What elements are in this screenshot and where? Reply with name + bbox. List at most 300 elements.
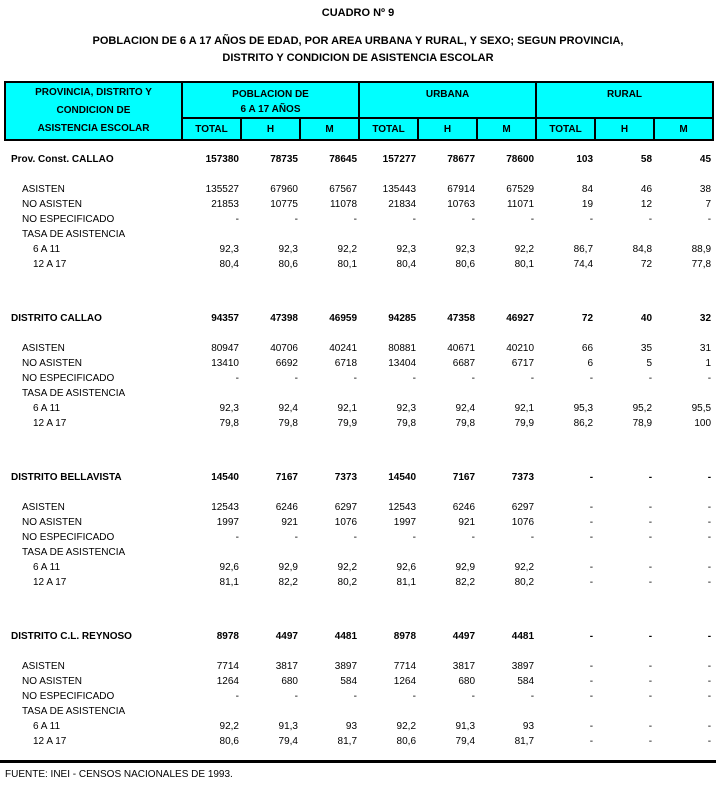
table-row bbox=[5, 180, 713, 195]
spacer-row bbox=[5, 483, 713, 498]
cell-value: - bbox=[589, 517, 594, 528]
table-row bbox=[5, 195, 713, 210]
cell-value: - bbox=[648, 502, 653, 513]
cell-value: 13404 bbox=[388, 358, 417, 369]
stub-line-1: PROVINCIA, DISTRITO Y bbox=[35, 87, 152, 98]
cell-value: - bbox=[707, 532, 712, 543]
cell-value: 92,1 bbox=[337, 403, 358, 414]
table-header bbox=[5, 82, 713, 140]
cell-value: - bbox=[353, 214, 358, 225]
cell-value: 82,2 bbox=[455, 577, 476, 588]
cell-value: 92,3 bbox=[396, 244, 417, 255]
cell-value bbox=[241, 225, 300, 240]
source-note: FUENTE: INEI - CENSOS NACIONALES DE 1993. bbox=[5, 769, 233, 780]
group-header-poblacion bbox=[182, 82, 359, 118]
cell-value: 680 bbox=[281, 676, 298, 687]
cell-value: - bbox=[648, 517, 653, 528]
cell-value: - bbox=[707, 721, 712, 732]
table-row bbox=[5, 513, 713, 528]
cell-value bbox=[477, 384, 536, 399]
cell-value: 4497 bbox=[452, 631, 476, 642]
cell-value: 92,3 bbox=[278, 244, 298, 255]
cell-value bbox=[241, 702, 300, 717]
cell-value: 45 bbox=[699, 154, 712, 165]
cell-value bbox=[595, 543, 654, 558]
cell-value: 79,4 bbox=[278, 736, 298, 747]
cell-value: 66 bbox=[581, 343, 594, 354]
cell-value: 67529 bbox=[506, 184, 535, 195]
cell-value: 88,9 bbox=[691, 244, 712, 255]
cell-value: 79,8 bbox=[396, 418, 417, 429]
cell-value: 21834 bbox=[388, 199, 417, 210]
cell-value: - bbox=[648, 721, 653, 732]
cell-value: 46927 bbox=[506, 313, 535, 324]
cell-value: 11078 bbox=[329, 199, 358, 210]
cell-value: - bbox=[648, 577, 653, 588]
cell-value bbox=[182, 702, 241, 717]
cell-value: 78677 bbox=[447, 154, 476, 165]
cell-value: 7 bbox=[705, 199, 712, 210]
cell-value: 21853 bbox=[211, 199, 239, 210]
cell-value: - bbox=[353, 373, 358, 384]
cell-value: 6687 bbox=[452, 358, 476, 369]
cell-value: 6246 bbox=[275, 502, 298, 513]
cell-value: 92,9 bbox=[455, 562, 476, 573]
cell-value bbox=[477, 225, 536, 240]
cell-value bbox=[359, 543, 418, 558]
cell-value: 19 bbox=[581, 199, 594, 210]
cell-value: 92,3 bbox=[396, 403, 417, 414]
cell-value: 31 bbox=[699, 343, 712, 354]
cell-value: 6297 bbox=[334, 502, 358, 513]
cell-value: - bbox=[707, 517, 712, 528]
cell-value bbox=[359, 384, 418, 399]
cell-value bbox=[300, 384, 359, 399]
cell-value: - bbox=[648, 472, 653, 483]
cell-value: - bbox=[353, 691, 358, 702]
cell-value: 32 bbox=[699, 313, 712, 324]
cell-value: 7373 bbox=[511, 472, 535, 483]
cell-value: 79,8 bbox=[219, 418, 239, 429]
cell-value: 3817 bbox=[275, 661, 298, 672]
cell-value: 1997 bbox=[393, 517, 417, 528]
cell-value: - bbox=[235, 532, 239, 543]
row-label: 12 A 17 bbox=[33, 259, 67, 270]
cell-value: 78600 bbox=[506, 154, 535, 165]
cell-value: 584 bbox=[340, 676, 358, 687]
cell-value: - bbox=[530, 691, 535, 702]
cell-value: - bbox=[707, 691, 712, 702]
cell-value: - bbox=[294, 532, 298, 543]
cell-value: 40 bbox=[640, 313, 653, 324]
cell-value: 7714 bbox=[393, 661, 417, 672]
cell-value bbox=[536, 225, 595, 240]
cell-value: 72 bbox=[640, 259, 653, 270]
row-label: ASISTEN bbox=[22, 661, 65, 672]
table-row bbox=[5, 210, 713, 225]
cell-value bbox=[418, 225, 477, 240]
cell-value: - bbox=[707, 661, 712, 672]
cell-value: 4481 bbox=[511, 631, 535, 642]
cell-value bbox=[300, 702, 359, 717]
cell-value bbox=[654, 543, 713, 558]
cell-value: 91,3 bbox=[455, 721, 476, 732]
cell-value: - bbox=[589, 472, 594, 483]
cell-value: 92,3 bbox=[219, 244, 239, 255]
cell-value: 95,5 bbox=[691, 403, 712, 414]
cell-value: 46959 bbox=[329, 313, 358, 324]
table-row bbox=[5, 354, 713, 369]
row-label: NO ESPECIFICADO bbox=[22, 214, 115, 225]
cell-value: 6717 bbox=[511, 358, 535, 369]
cell-value: - bbox=[471, 532, 476, 543]
cell-value: 13410 bbox=[211, 358, 239, 369]
cell-value: 8978 bbox=[216, 631, 239, 642]
cell-value: - bbox=[589, 502, 594, 513]
cell-value: 10763 bbox=[447, 199, 476, 210]
cell-value: - bbox=[707, 472, 712, 483]
row-label: TASA DE ASISTENCIA bbox=[22, 229, 126, 240]
cell-value: 92,2 bbox=[514, 562, 535, 573]
cell-value: 40210 bbox=[506, 343, 535, 354]
stub-line-2: CONDICION DE bbox=[56, 105, 131, 116]
cell-value: - bbox=[648, 214, 653, 225]
cell-value: - bbox=[589, 691, 594, 702]
cell-value: 92,4 bbox=[278, 403, 298, 414]
cell-value: 3897 bbox=[334, 661, 358, 672]
row-label: TASA DE ASISTENCIA bbox=[22, 706, 126, 717]
cell-value: 584 bbox=[517, 676, 535, 687]
cell-value: - bbox=[294, 214, 298, 225]
group-header-rural bbox=[536, 82, 713, 118]
cell-value: 80,6 bbox=[396, 736, 417, 747]
cell-value: 78645 bbox=[329, 154, 358, 165]
table-row bbox=[5, 672, 713, 687]
spacer-row bbox=[5, 324, 713, 339]
spacer-row bbox=[5, 429, 713, 468]
cell-value: - bbox=[471, 373, 476, 384]
cell-value: - bbox=[589, 214, 594, 225]
cell-value bbox=[300, 225, 359, 240]
cell-value: 80,1 bbox=[337, 259, 358, 270]
cell-value: 1076 bbox=[334, 517, 358, 528]
table-row bbox=[5, 369, 713, 384]
cell-value: - bbox=[589, 661, 594, 672]
cell-value bbox=[359, 702, 418, 717]
cell-value: 80881 bbox=[388, 343, 417, 354]
cell-value: - bbox=[471, 214, 476, 225]
population-table bbox=[4, 81, 714, 747]
cell-value: 80,4 bbox=[396, 259, 417, 270]
cell-value: - bbox=[589, 721, 594, 732]
cell-value: 93 bbox=[345, 721, 358, 732]
block-total-row bbox=[5, 468, 713, 483]
cell-value bbox=[595, 702, 654, 717]
cell-value bbox=[418, 543, 477, 558]
cell-value: 40241 bbox=[329, 343, 358, 354]
cell-value bbox=[241, 384, 300, 399]
cell-value: 80947 bbox=[211, 343, 239, 354]
table-row bbox=[5, 255, 713, 270]
cell-value: 46 bbox=[640, 184, 653, 195]
cell-value: 82,2 bbox=[278, 577, 298, 588]
cell-value: 72 bbox=[581, 313, 594, 324]
cell-value: - bbox=[589, 736, 594, 747]
cell-value: 1076 bbox=[511, 517, 535, 528]
cell-value bbox=[359, 225, 418, 240]
cell-value: 81,7 bbox=[514, 736, 535, 747]
cell-value bbox=[477, 702, 536, 717]
cell-value bbox=[182, 543, 241, 558]
cell-value: 6297 bbox=[511, 502, 535, 513]
table-row bbox=[5, 225, 713, 240]
cell-value: - bbox=[648, 736, 653, 747]
group-rural-label: RURAL bbox=[607, 89, 643, 100]
cell-value: 35 bbox=[640, 343, 653, 354]
cell-value: 80,1 bbox=[514, 259, 535, 270]
cell-value bbox=[300, 543, 359, 558]
row-label: DISTRITO C.L. REYNOSO bbox=[11, 631, 132, 642]
cell-value bbox=[182, 384, 241, 399]
cell-value: - bbox=[707, 373, 712, 384]
cell-value: 135527 bbox=[205, 184, 239, 195]
row-label: TASA DE ASISTENCIA bbox=[22, 388, 126, 399]
cell-value: - bbox=[707, 562, 712, 573]
cell-value: 8978 bbox=[393, 631, 417, 642]
cell-value: 84,8 bbox=[632, 244, 653, 255]
table-row bbox=[5, 687, 713, 702]
row-label: 6 A 11 bbox=[33, 244, 61, 255]
cell-value bbox=[477, 543, 536, 558]
cell-value: 6 bbox=[587, 358, 594, 369]
cell-value: 92,2 bbox=[219, 721, 239, 732]
cell-value: 67914 bbox=[447, 184, 476, 195]
table-row bbox=[5, 558, 713, 573]
cell-value bbox=[536, 384, 595, 399]
row-label: 12 A 17 bbox=[33, 736, 67, 747]
cell-value: - bbox=[353, 532, 358, 543]
table-body bbox=[5, 140, 713, 747]
cell-value: 6718 bbox=[334, 358, 358, 369]
cell-value bbox=[536, 543, 595, 558]
block-total-row bbox=[5, 627, 713, 642]
cell-value: 80,6 bbox=[278, 259, 298, 270]
cell-value: 74,4 bbox=[573, 259, 594, 270]
cell-value: 92,2 bbox=[337, 562, 358, 573]
cell-value: - bbox=[589, 676, 594, 687]
cell-value: 1264 bbox=[393, 676, 417, 687]
block-total-row bbox=[5, 150, 713, 165]
col-header-rural-h: H bbox=[595, 118, 654, 140]
cell-value: 40706 bbox=[270, 343, 298, 354]
cell-value: 92,9 bbox=[278, 562, 298, 573]
cell-value: 92,6 bbox=[219, 562, 239, 573]
row-label: NO ESPECIFICADO bbox=[22, 532, 115, 543]
table-row bbox=[5, 657, 713, 672]
cell-value: 91,3 bbox=[278, 721, 298, 732]
stub-header bbox=[5, 82, 182, 140]
cell-value: - bbox=[648, 676, 653, 687]
cell-value: - bbox=[235, 373, 239, 384]
cell-value: 14540 bbox=[211, 472, 239, 483]
group-poblacion-line-1: POBLACION DE bbox=[232, 89, 309, 100]
cell-value: - bbox=[589, 562, 594, 573]
cell-value: 1264 bbox=[216, 676, 239, 687]
cell-value: 77,8 bbox=[691, 259, 712, 270]
cell-value: 7167 bbox=[452, 472, 476, 483]
row-label: DISTRITO BELLAVISTA bbox=[11, 472, 122, 483]
cell-value: - bbox=[707, 502, 712, 513]
cell-value: - bbox=[412, 691, 417, 702]
cell-value: 79,4 bbox=[455, 736, 476, 747]
cell-value: 7714 bbox=[216, 661, 239, 672]
row-label: 6 A 11 bbox=[33, 403, 61, 414]
block-total-row bbox=[5, 309, 713, 324]
cell-value: - bbox=[589, 577, 594, 588]
cell-value: 100 bbox=[694, 418, 712, 429]
cell-value: - bbox=[530, 532, 535, 543]
cell-value: 12543 bbox=[211, 502, 239, 513]
cell-value: 1997 bbox=[216, 517, 239, 528]
cell-value: 67567 bbox=[329, 184, 358, 195]
cell-value: 92,4 bbox=[455, 403, 476, 414]
cell-value: 78735 bbox=[270, 154, 298, 165]
cell-value: 94285 bbox=[388, 313, 417, 324]
cell-value: 92,2 bbox=[337, 244, 358, 255]
spacer-row bbox=[5, 588, 713, 627]
spacer-row bbox=[5, 140, 713, 150]
cell-value: - bbox=[530, 214, 535, 225]
cell-value: - bbox=[235, 691, 239, 702]
cell-value: 92,6 bbox=[396, 562, 417, 573]
cell-value: 6692 bbox=[275, 358, 298, 369]
table-row bbox=[5, 543, 713, 558]
cell-value: 81,7 bbox=[337, 736, 358, 747]
row-label: NO ASISTEN bbox=[22, 358, 83, 369]
document-subtitle bbox=[0, 33, 716, 67]
table-row bbox=[5, 240, 713, 255]
col-header-urbana-m: M bbox=[477, 118, 536, 140]
cell-value: 79,8 bbox=[278, 418, 298, 429]
cell-value: 78,9 bbox=[632, 418, 653, 429]
cell-value: 5 bbox=[646, 358, 653, 369]
table-row bbox=[5, 414, 713, 429]
spacer-row bbox=[5, 165, 713, 180]
cell-value bbox=[536, 702, 595, 717]
row-label: NO ESPECIFICADO bbox=[22, 691, 115, 702]
cell-value: 67960 bbox=[270, 184, 298, 195]
row-label: TASA DE ASISTENCIA bbox=[22, 547, 126, 558]
cell-value: 80,6 bbox=[455, 259, 476, 270]
cell-value: 3897 bbox=[511, 661, 535, 672]
cell-value: - bbox=[707, 577, 712, 588]
cell-value: 40671 bbox=[447, 343, 476, 354]
cell-value: 80,6 bbox=[219, 736, 239, 747]
cell-value: 47358 bbox=[447, 313, 476, 324]
cell-value: 92,2 bbox=[514, 244, 535, 255]
cell-value: - bbox=[294, 691, 298, 702]
spacer-row bbox=[5, 270, 713, 309]
cell-value: 81,1 bbox=[396, 577, 417, 588]
row-label: NO ASISTEN bbox=[22, 517, 83, 528]
row-label: ASISTEN bbox=[22, 502, 65, 513]
cell-value: 6246 bbox=[452, 502, 476, 513]
col-header-poblacion-total: TOTAL bbox=[182, 118, 241, 140]
row-label: Prov. Const. CALLAO bbox=[11, 154, 114, 165]
row-label: NO ASISTEN bbox=[22, 676, 83, 687]
group-header-urbana bbox=[359, 82, 536, 118]
col-header-rural-m: M bbox=[654, 118, 713, 140]
cell-value: 92,2 bbox=[396, 721, 417, 732]
cell-value: - bbox=[648, 373, 653, 384]
row-label: ASISTEN bbox=[22, 184, 65, 195]
cell-value: 58 bbox=[640, 154, 653, 165]
cell-value bbox=[182, 225, 241, 240]
cell-value: 38 bbox=[699, 184, 712, 195]
cell-value: 3817 bbox=[452, 661, 476, 672]
cell-value: 80,2 bbox=[337, 577, 358, 588]
document-title: CUADRO Nº 9 bbox=[321, 7, 395, 19]
group-header-row bbox=[5, 82, 713, 118]
cell-value: - bbox=[648, 562, 653, 573]
cell-value: - bbox=[589, 373, 594, 384]
table-row bbox=[5, 498, 713, 513]
cell-value bbox=[654, 225, 713, 240]
cell-value: - bbox=[589, 631, 594, 642]
spacer-row bbox=[5, 642, 713, 657]
cell-value: - bbox=[648, 691, 653, 702]
group-urbana-label: URBANA bbox=[425, 89, 470, 100]
cell-value: 12 bbox=[640, 199, 653, 210]
cell-value: 1 bbox=[705, 358, 712, 369]
cell-value bbox=[654, 384, 713, 399]
cell-value: 680 bbox=[458, 676, 476, 687]
subtitle-line-2: DISTRITO Y CONDICION DE ASISTENCIA ESCOLAR bbox=[222, 52, 494, 64]
cell-value: - bbox=[648, 532, 653, 543]
table-row bbox=[5, 702, 713, 717]
cell-value: 95,2 bbox=[632, 403, 653, 414]
cell-value: 157380 bbox=[205, 154, 239, 165]
cell-value: 80,2 bbox=[514, 577, 535, 588]
cell-value bbox=[418, 702, 477, 717]
cell-value: 4497 bbox=[275, 631, 298, 642]
cell-value: 7373 bbox=[334, 472, 358, 483]
cell-value: - bbox=[648, 631, 653, 642]
cell-value: - bbox=[589, 532, 594, 543]
group-poblacion-line-2: 6 A 17 AÑOS bbox=[240, 104, 301, 115]
cell-value: 86,7 bbox=[573, 244, 594, 255]
cell-value: 95,3 bbox=[573, 403, 594, 414]
row-label: DISTRITO CALLAO bbox=[11, 313, 102, 324]
cell-value: 10775 bbox=[270, 199, 298, 210]
cell-value: 7167 bbox=[275, 472, 298, 483]
cell-value bbox=[418, 384, 477, 399]
row-label: ASISTEN bbox=[22, 343, 65, 354]
cell-value bbox=[595, 384, 654, 399]
table-row bbox=[5, 717, 713, 732]
cell-value bbox=[241, 543, 300, 558]
cell-value: 14540 bbox=[388, 472, 417, 483]
cell-value: 86,2 bbox=[573, 418, 594, 429]
cell-value: - bbox=[235, 214, 239, 225]
row-label: 6 A 11 bbox=[33, 562, 61, 573]
cell-value: 92,3 bbox=[455, 244, 476, 255]
cell-value: 4481 bbox=[334, 631, 358, 642]
cell-value: - bbox=[412, 532, 417, 543]
cell-value: 79,9 bbox=[337, 418, 358, 429]
cell-value: 11071 bbox=[506, 199, 535, 210]
cell-value: 921 bbox=[458, 517, 476, 528]
